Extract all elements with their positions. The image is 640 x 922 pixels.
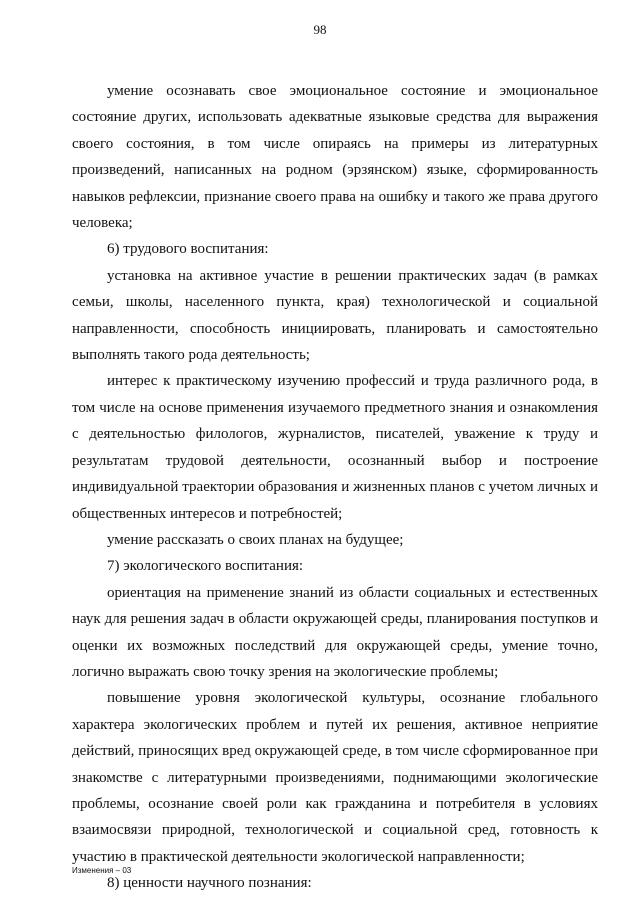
paragraph-emotional-state: умение осознавать свое эмоциональное состояние и эмоциональное состояние других, использовать адекватные языковые средства для выражения своего состояния, в том числе опираясь на примеры из литературных произведений, написанных на родном (эрзянском) языке, сформированность навыков рефлексии, признание своего права на ошибку и такого же права другого человека; bbox=[72, 83, 598, 232]
paragraph-future-plans: умение рассказать о своих планах на будущее; bbox=[107, 531, 404, 548]
paragraph-interest-professions: интерес к практическому изучению профессий и труда различного рода, в том числе на основе применения изучаемого предметного знания и ознакомления с деятельностью филологов, журналистов, писателей, уважение к труду и результатам трудовой деятельности, осознанный выбор и построение индивидуальной траектории образования и жизненных планов с учетом личных и общественных интересов и потребностей; bbox=[72, 373, 598, 522]
heading-ecological-education: 7) экологического воспитания: bbox=[107, 558, 304, 575]
page-number: 98 bbox=[313, 22, 327, 37]
heading-labor-education: 6) трудового воспитания: bbox=[107, 241, 269, 258]
footer-revision: Изменения – 03 bbox=[72, 866, 132, 875]
heading-scientific-knowledge: 8) ценности научного познания: bbox=[107, 875, 312, 892]
paragraph-active-participation: установка на активное участие в решении практических задач (в рамках семьи, школы, населенного пункта, края) технологической и социальной направленности, способность инициировать, планировать и самостоятельно выполнять такого рода деятельность; bbox=[72, 267, 598, 364]
page-body bbox=[72, 78, 598, 897]
paragraph-knowledge-application: ориентация на применение знаний из области социальных и естественных наук для решения задач в области окружающей среды, планирования поступков и оценки их возможных последствий для окружающей среды, умение точно, логично выражать свою точку зрения на экологические проблемы; bbox=[72, 584, 598, 680]
paragraph-ecological-culture: повышение уровня экологической культуры, осознание глобального характера экологических проблем и путей их решения, активное неприятие действий, приносящих вред окружающей среде, в том числе сформированное при знакомстве с литературными произведениями, поднимающими экологические проблемы, осознание своей роли как гражданина и потребителя в условиях взаимосвязи природной, технологической и социальной сред, готовность к участию в практической деятельности экологической направленности; bbox=[72, 690, 598, 865]
